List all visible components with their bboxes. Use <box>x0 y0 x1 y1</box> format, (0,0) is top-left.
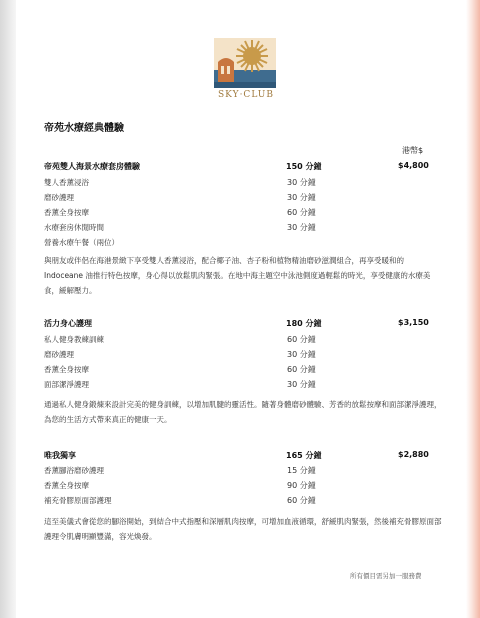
treatment-duration: 15 分鐘 <box>287 466 316 475</box>
package-name: 帝苑雙人海景水療套房體驗 <box>44 162 140 171</box>
treatment-duration: 60 分鐘 <box>287 335 316 344</box>
treatment-name: 磨砂護理 <box>44 350 74 359</box>
treatment-duration: 60 分鐘 <box>287 208 316 217</box>
treatment-name: 營養水療午餐（兩位） <box>44 238 119 247</box>
treatment-name: 香薰腳浴磨砂護理 <box>44 466 104 475</box>
treatment-name: 香薰全身按摩 <box>44 208 89 217</box>
treatment-name: 水療套房休閒時間 <box>44 223 104 232</box>
treatment-name: 雙人香薰浸浴 <box>44 178 89 187</box>
page-shadow-right <box>466 0 480 618</box>
package-price: $2,880 <box>398 450 429 459</box>
package-description: 這至美儀式會從您的腳浴開始，到結合中式指壓和深層肌肉按摩，可增加血液循環，舒緩肌肉緊張，然後補充骨膠原面部護理令肌膚明顯豐滿，容光煥發。 <box>44 517 442 541</box>
page-title: 帝苑水療經典體驗 <box>44 123 124 134</box>
service-charge-footnote: 所有價目需另加一服務費 <box>350 572 422 580</box>
treatment-duration: 30 分鐘 <box>287 350 316 359</box>
package-description: 與朋友或伴侶在海港景緻下享受雙人香薰浸浴，配合椰子油、杏子粉和植物精油磨砂滋潤組合，再享受暖和的 Indoceane 油推行特色按摩，身心得以放鬆肌肉緊張。在地中海主題空中泳池側度過輕鬆的時光，享受健康的水療美食，緩解壓力。 <box>44 256 431 295</box>
treatment-name: 私人健身教練訓練 <box>44 335 104 344</box>
package-name: 唯我獨享 <box>44 451 76 460</box>
currency-label: 港幣$ <box>402 146 424 155</box>
sky-club-logo <box>206 38 286 104</box>
logo-brand-text: SKY·CLUB <box>217 90 275 100</box>
package-price: $4,800 <box>398 161 429 170</box>
treatment-duration: 30 分鐘 <box>287 193 316 202</box>
menu-page <box>16 0 466 618</box>
treatment-duration: 30 分鐘 <box>287 380 316 389</box>
package-name: 活力身心護理 <box>44 319 92 328</box>
package-duration: 180 分鐘 <box>286 319 322 328</box>
page-shadow-left <box>0 0 16 618</box>
package-duration: 150 分鐘 <box>286 162 322 171</box>
package-duration: 165 分鐘 <box>286 451 322 460</box>
treatment-name: 補充骨膠原面部護理 <box>44 496 112 505</box>
package-price: $3,150 <box>398 318 429 327</box>
treatment-duration: 30 分鐘 <box>287 178 316 187</box>
treatment-duration: 30 分鐘 <box>287 223 316 232</box>
package-description: 通過私人健身鍛煉來設計完美的健身訓練，以增加肌腱的靈活性。隨著身體磨砂體驗、芳香的放鬆按摩和面部潔淨護理，為您的生活方式帶來真正的健康一天。 <box>44 400 442 424</box>
sky-club-logo-icon <box>214 38 276 88</box>
treatment-duration: 90 分鐘 <box>287 481 316 490</box>
treatment-name: 香薰全身按摩 <box>44 365 89 374</box>
treatment-name: 磨砂護理 <box>44 193 74 202</box>
treatment-duration: 60 分鐘 <box>287 496 316 505</box>
treatment-name: 香薰全身按摩 <box>44 481 89 490</box>
treatment-duration: 60 分鐘 <box>287 365 316 374</box>
treatment-name: 面部潔淨護理 <box>44 380 89 389</box>
